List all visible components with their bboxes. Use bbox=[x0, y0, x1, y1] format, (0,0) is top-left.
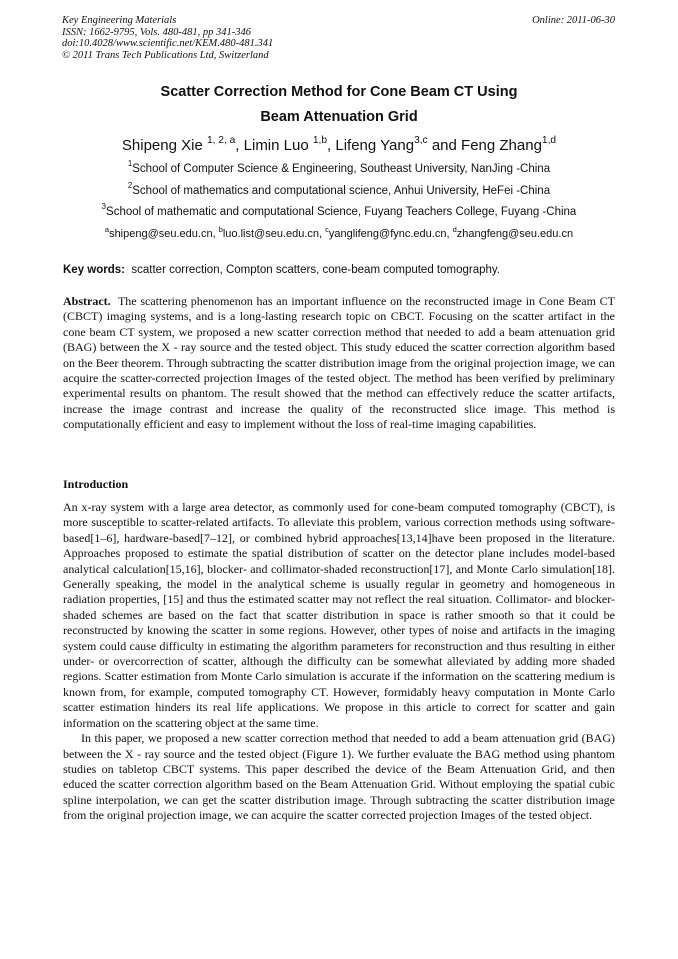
keywords-label: Key words: bbox=[63, 264, 125, 276]
introduction-body bbox=[63, 500, 615, 824]
keywords-text: scatter correction, Compton scatters, cone-beam computed tomography. bbox=[131, 264, 500, 276]
journal-header bbox=[62, 15, 273, 61]
email-mark: c bbox=[325, 224, 329, 234]
author-separator: and bbox=[427, 137, 462, 154]
affiliation-mark: 2 bbox=[127, 181, 133, 191]
affiliation-text: School of mathematics and computational science, Anhui University, HeFei -China bbox=[132, 185, 551, 197]
title-line-2: Beam Attenuation Grid bbox=[260, 109, 418, 125]
email-mark: d bbox=[452, 224, 457, 234]
journal-doi: doi:10.4028/www.scientific.net/KEM.480-481.341 bbox=[62, 38, 274, 49]
title-line-1: Scatter Correction Method for Cone Beam CT Using bbox=[160, 84, 518, 100]
journal-issn: ISSN: 1662-9795, Vols. 480-481, pp 341-346 bbox=[62, 26, 251, 38]
author-name: Shipeng Xie bbox=[121, 137, 207, 154]
email-address: zhangfeng@seu.edu.cn bbox=[456, 228, 574, 240]
author-affil-mark: 1,d bbox=[541, 134, 557, 146]
paragraph: An x-ray system with a large area detector, as commonly used for cone-beam computed tomography (CBCT), is more susceptible to scatter-related artifacts. To alleviate this problem, various correction methods using software-based[1–6], hardware-based[7–12], or combined hybrid approaches[13,14]have been proposed in the literature. Approaches proposed to estimate the spatial distribution of scatter on the detector plane includes model-based analytical calculation[15,16], blocker- and collimator-shaded reconstruction[17], and Monte Carlo simulation[18]. Generally speaking, the model in the analytical scheme is usually regular in geometry and homogeneous in radiation properties, [15] and thus the estimated scatter may not reflect the real situation. Collimator- and blocker-shaded schemes are based on the fact that scatter distribution in space is rather smooth so that it could be reconstructed by knowing the scatter in some regions. However, other types of noise and artifacts in the imaging system could cause difficulty in estimating the algorithm parameters for reconstruction and thus resulting in either under- or overcorrection of scatter, although the difficulty can be somewhat alleviated by adding more shaded regions. Scatter estimation from Monte Carlo simulation is accurate if the information on the scattering medium is known from, for example, computed tomography CT. However, formidably heavy computation in Monte Carlo scatter estimation hinders its real life applications. We propose in this article to correct for scatter and gain information on the scattering object at the same time. bbox=[63, 500, 615, 730]
affiliation-mark: 3 bbox=[101, 202, 107, 212]
affiliation-text: School of mathematic and computational Science, Fuyang Teachers College, Fuyang -China bbox=[106, 206, 577, 218]
section-heading-introduction: Introduction bbox=[63, 477, 129, 491]
author-affil-mark: 3,c bbox=[414, 134, 428, 146]
affiliation-2 bbox=[20, 181, 658, 197]
author-list bbox=[30, 134, 648, 154]
author-name: Limin Luo bbox=[243, 137, 313, 154]
email-address: shipeng@seu.edu.cn, bbox=[109, 228, 219, 240]
affiliation-mark: 1 bbox=[127, 159, 133, 169]
online-date: Online: 2011-06-30 bbox=[532, 15, 615, 26]
abstract-text: The scattering phenomenon has an important influence on the reconstructed image in Cone Beam CT (CBCT) imaging systems, and is a long-lasting research topic on CBCT. Focusing on the scatter artifact in the cone beam CT system, we proposed a new scatter correction method that needed to add a beam attenuation grid (BAG) between the X - ray source and the tested object. This study educed the scatter correction algorithm based on the Beer theorem. Through subtracting the scatter distribution image from the original projection image, we can acquire the scatter-corrected projection Images of the tested object. The method has been verified by preliminary experimental results on phantom. The result showed that the method can effectively reduce the scatter artifacts, increase the image contrast and increase the quality of the reconstructed slice image. This method is computationally efficient and easy to implement without the loss of real-time imaging capabilities. bbox=[63, 294, 615, 432]
author-emails bbox=[20, 224, 658, 240]
email-mark: b bbox=[218, 224, 223, 234]
author-affil-mark: 1, 2, a bbox=[206, 134, 236, 146]
affiliation-text: School of Computer Science & Engineering, Southeast University, NanJing -China bbox=[132, 163, 551, 175]
author-name: Feng Zhang bbox=[461, 137, 542, 154]
journal-name: Key Engineering Materials bbox=[62, 15, 177, 26]
author-separator: , bbox=[235, 137, 244, 154]
paragraph: In this paper, we proposed a new scatter correction method that needed to add a beam attenuation grid (BAG) between the X - ray source and the tested object (Figure 1). We further evaluate the BAG method using phantom studies on tabletop CBCT systems. This paper described the device of the Beam Attenuation Grid, and then educed the scatter correction algorithm based on the Beam Attenuation Grid. Without employing the spatial cubic spline interpolation, we can get the scatter distribution image. Through subtracting the scatter distribution image from the original projection image, we can acquire the scatter corrected projection Images of the tested object. bbox=[63, 731, 615, 823]
author-name: Lifeng Yang bbox=[335, 137, 415, 154]
email-address: luo.list@seu.edu.cn, bbox=[222, 228, 326, 240]
paper-title bbox=[40, 80, 638, 130]
author-affil-mark: 1,b bbox=[312, 134, 328, 146]
email-address: yanglifeng@fync.edu.cn, bbox=[328, 228, 453, 240]
keywords bbox=[63, 264, 615, 276]
affiliation-3 bbox=[20, 202, 658, 218]
affiliation-1 bbox=[20, 159, 658, 175]
author-separator: , bbox=[327, 137, 336, 154]
journal-copyright: © 2011 Trans Tech Publications Ltd, Switzerland bbox=[62, 49, 269, 61]
abstract-label: Abstract. bbox=[63, 294, 111, 308]
email-mark: a bbox=[104, 224, 110, 234]
abstract bbox=[63, 294, 615, 433]
